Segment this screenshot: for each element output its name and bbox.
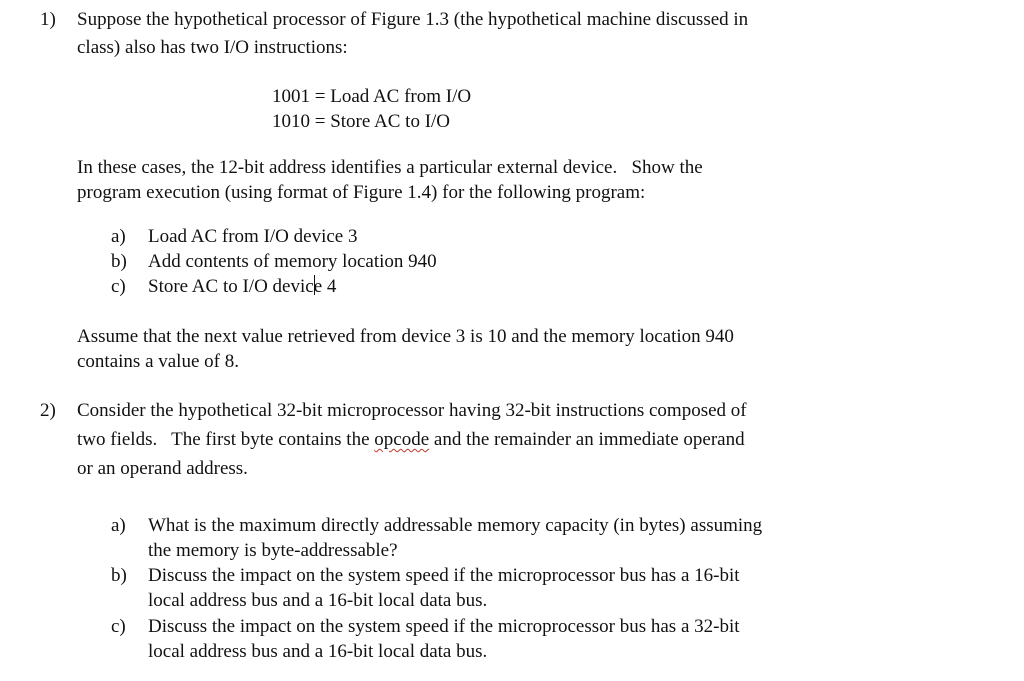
q1-instruction-load: 1001 = Load AC from I/O [272,86,472,107]
q2-number: 2) [40,400,56,421]
q1-paragraph-line1: In these cases, the 12-bit address identifies a particular external device. Show the [77,157,703,178]
q1-item-c-text [148,275,336,299]
q2-item-b-letter: b) [111,565,127,586]
q1-instruction-store: 1010 = Store AC to I/O [272,111,451,132]
q1-item-c-text-start: Store AC to I/O devic [148,276,314,297]
q2-text-line3: or an operand address. [77,458,248,479]
q2-text-line2-start: two fields. The first byte contains the [77,429,375,450]
q1-item-a-text: Load AC from I/O device 3 [148,226,358,247]
q2-text-line2-end: and the remainder an immediate operand [429,429,745,450]
q2-item-b-line2: local address bus and a 16-bit local data bus. [148,590,488,611]
q2-item-c-line2: local address bus and a 16-bit local data bus. [148,641,488,662]
q1-item-c-text-end: e 4 [313,276,337,297]
q2-item-c-line1: Discuss the impact on the system speed if the microprocessor bus has a 32-bit [148,616,740,637]
q2-text-line2 [77,428,745,452]
q2-item-c-letter: c) [111,616,126,637]
q1-text-line2: class) also has two I/O instructions: [77,37,348,58]
q2-item-a-line2: the memory is byte-addressable? [148,540,398,561]
q1-text-line1: Suppose the hypothetical processor of Figure 1.3 (the hypothetical machine discussed in [77,9,749,30]
misspelled-word-opcode: opcode [374,429,430,450]
q1-item-b-text: Add contents of memory location 940 [148,251,437,272]
q2-item-a-line1: What is the maximum directly addressable memory capacity (in bytes) assuming [148,515,763,536]
q2-item-b-line1: Discuss the impact on the system speed if the microprocessor bus has a 16-bit [148,565,740,586]
q2-text-line1: Consider the hypothetical 32-bit microprocessor having 32-bit instructions composed of [77,400,747,421]
q1-number: 1) [40,9,56,30]
q1-paragraph-line2: program execution (using format of Figure 1.4) for the following program: [77,182,646,203]
q1-item-a-letter: a) [111,226,126,247]
q1-item-b-letter: b) [111,251,127,272]
q2-item-a-letter: a) [111,515,126,536]
q1-item-c-letter: c) [111,276,126,297]
q1-assume-line1: Assume that the next value retrieved from device 3 is 10 and the memory location 940 [77,326,734,347]
q1-assume-line2: contains a value of 8. [77,351,239,372]
